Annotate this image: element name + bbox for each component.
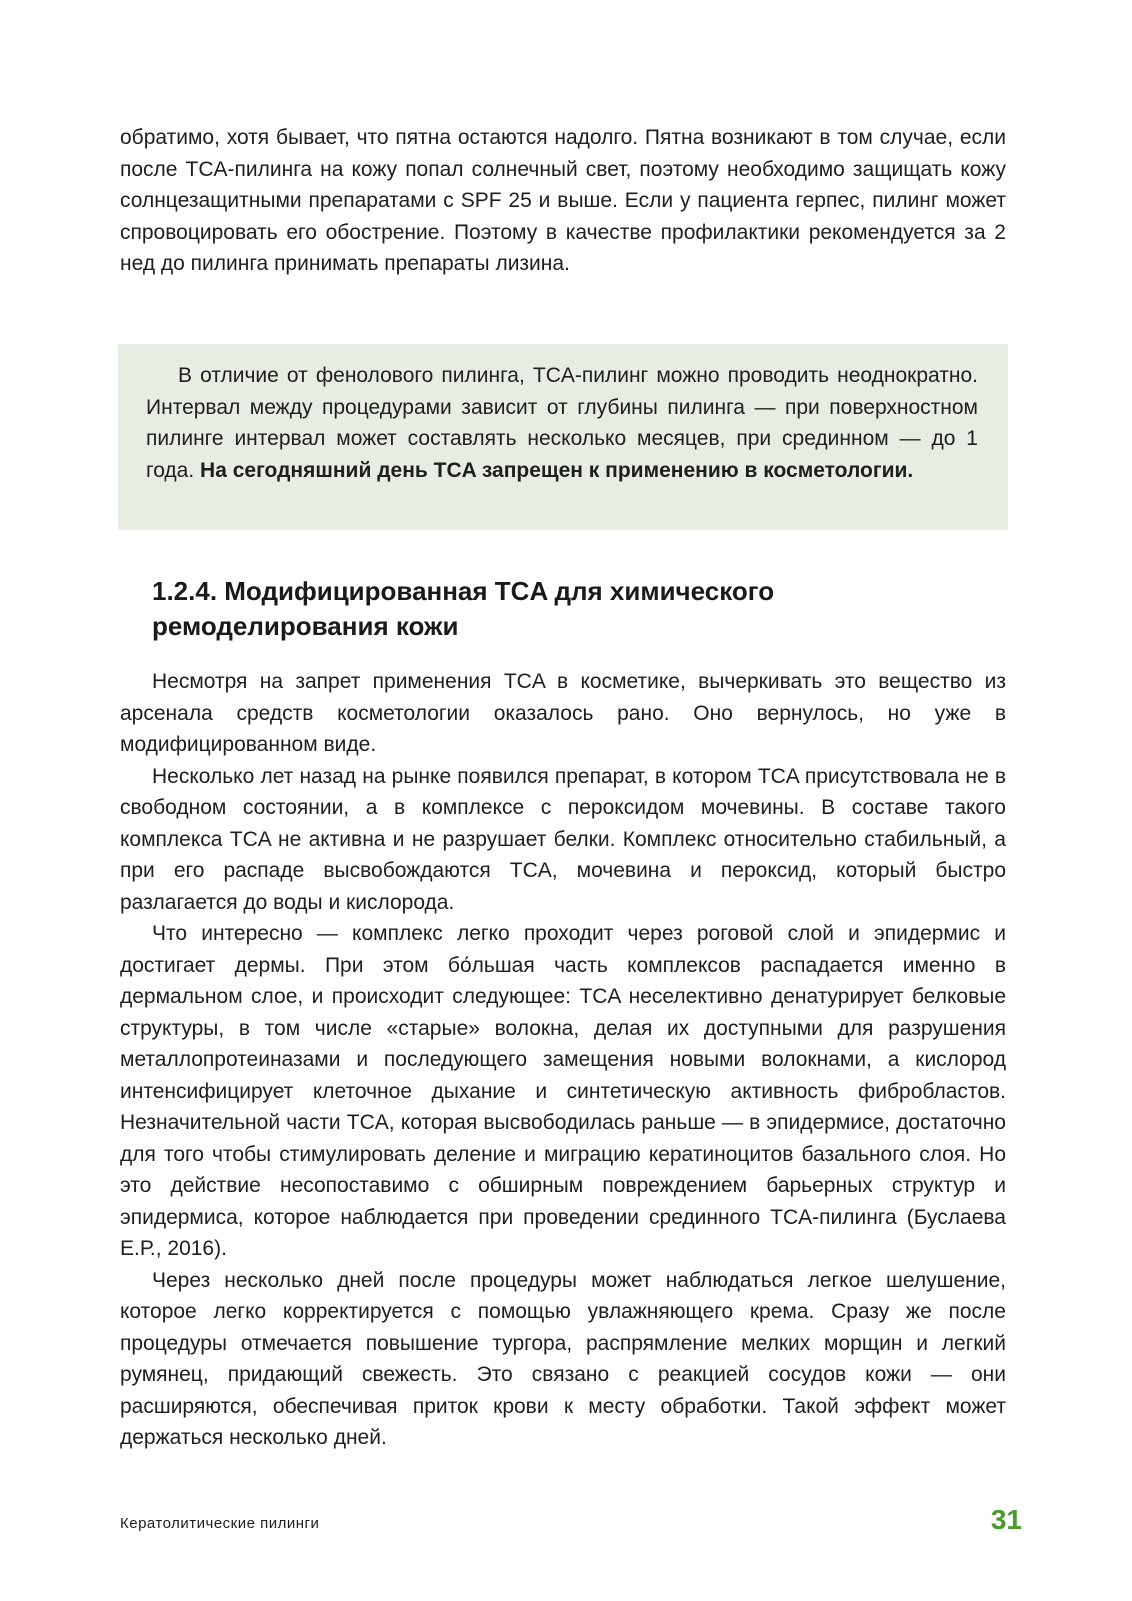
callout-paragraph <box>146 360 978 486</box>
callout-text: В отличие от фенолового пилинга, TCA-пилинг можно проводить неоднократно. Интервал между процедурами зависит от глубины пилинга — при поверхностном пилинге интервал может составлять несколько месяцев, при срединном — до 1 года. <box>146 364 978 482</box>
running-footer-title: Кератолитические пилинги <box>120 1515 320 1532</box>
body-paragraph: Несмотря на запрет применения TCA в косметике, вычеркивать это вещество из арсенала средств косметологии оказалось рано. Оно вернулось, но уже в модифицированном виде. <box>120 670 1006 756</box>
section-body <box>120 666 1006 1454</box>
highlight-callout-box <box>118 344 1008 530</box>
page-number: 31 <box>990 1504 1022 1535</box>
section-heading: 1.2.4. Модифицированная TCA для химического ремоделирования кожи <box>152 576 775 641</box>
body-paragraph: Что интересно — комплекс легко проходит через роговой слой и эпидермис и достигает дермы. При этом бо́льшая часть комплексов распадается именно в дермальном слое, и происходит следующее: TCA неселективно денатурирует белковые структуры, в том числе «старые» волокна, делая их доступными для разрушения металлопротеиназами и последующего замещения новыми волокнами, а кислород интенсифицирует клеточное дыхание и синтетическую активность фибробластов. Незначительной части TCA, которая высвободилась раньше — в эпидермисе, достаточно для того чтобы стимулировать деление и миграцию кератиноцитов базального слоя. Но это действие несопоставимо с обширным повреждением барьерных структур и эпидермиса, которое наблюдается при проведении срединного TCA-пилинга (Буслаева Е.Р., 2016). <box>120 922 1006 1260</box>
callout-bold-text: На сегодняшний день TCA запрещен к применению в косметологии. <box>200 458 914 482</box>
intro-paragraph: обратимо, хотя бывает, что пятна остаются надолго. Пятна возникают в том случае, если после TCA-пилинга на кожу попал солнечный свет, поэтому необходимо защищать кожу солнцезащитными препаратами с SPF 25 и выше. Если у пациента герпес, пилинг может спровоцировать его обострение. Поэтому в качестве профилактики рекомендуется за 2 нед до пилинга принимать препараты лизина. <box>120 126 1006 275</box>
body-paragraph: Несколько лет назад на рынке появился препарат, в котором TCA присутствовала не в свободном состоянии, а в комплексе с пероксидом мочевины. В составе такого комплекса TCA не активна и не разрушает белки. Комплекс относительно стабильный, а при его распаде высвобождаются TCA, мочевина и пероксид, который быстро разлагается до воды и кислорода. <box>120 764 1006 914</box>
body-paragraph: Через несколько дней после процедуры может наблюдаться легкое шелушение, которое легко корректируется с помощью увлажняющего крема. Сразу же после процедуры отмечается повышение тургора, распрямление мелких морщин и легкий румянец, придающий свежесть. Это связано с реакцией сосудов кожи — они расширяются, обеспечивая приток крови к месту обработки. Такой эффект может держаться несколько дней. <box>120 1268 1006 1449</box>
